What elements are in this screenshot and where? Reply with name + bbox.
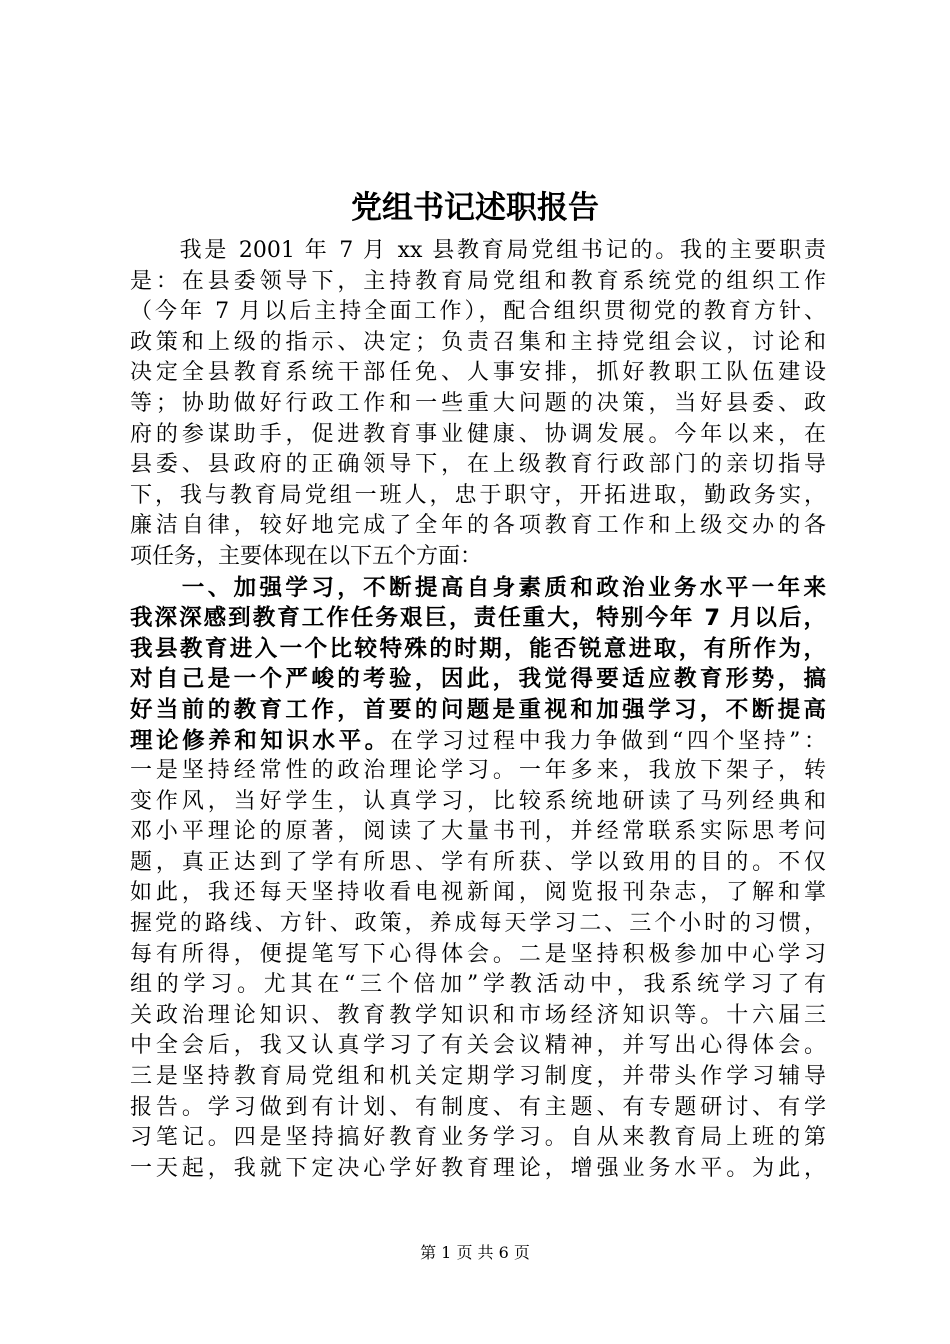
body-line: 邓小平理论的原著，阅读了大量书刊，并经常联系实际思考问 [130,819,826,845]
body-line: 握党的路线、方针、政策，养成每天学习二、三个小时的习惯， [130,911,826,937]
document-title: 党组书记述职报告 [351,190,599,226]
body-line: 报告。学习做到有计划、有制度、有主题、有专题研讨、有学 [130,1094,826,1120]
body-line: 县委、县政府的正确领导下，在上级教育行政部门的亲切指导 [130,452,826,478]
body-line: 政策和上级的指示、决定；负责召集和主持党组会议，讨论和 [130,329,826,355]
body-line: 中全会后，我又认真学习了有关会议精神，并写出心得体会。 [130,1033,826,1059]
body-line: 习笔记。四是坚持搞好教育业务学习。自从来教育局上班的第 [130,1125,826,1151]
page-number-footer: 第 1 页 共 6 页 [420,1243,530,1262]
body-line: 如此，我还每天坚持收看电视新闻，阅览报刊杂志，了解和掌 [130,880,826,906]
section-heading-line: 我深深感到教育工作任务艰巨，责任重大，特别今年 7 月以后， [130,605,826,632]
section-heading-end: 理论修养和知识水平。 [130,727,391,754]
body-line: 下，我与教育局党组一班人，忠于职守，开拓进取，勤政务实， [130,482,826,508]
mixed-line [130,726,826,757]
section-heading-line: 好当前的教育工作，首要的问题是重视和加强学习，不断提高 [130,696,826,723]
body-line: 变作风，当好学生，认真学习，比较系统地研读了马列经典和 [130,788,826,814]
body-line: 一天起，我就下定决心学好教育理论，增强业务水平。为此， [130,1155,826,1181]
body-line: 是：在县委领导下，主持教育局党组和教育系统党的组织工作 [130,268,826,294]
section-heading-line: 一、加强学习，不断提高自身素质和政治业务水平一年来 [130,574,826,601]
body-text-run: 在学习过程中我力争做到“四个坚持”： [390,728,826,754]
body-line: 项任务，主要体现在以下五个方面： [130,543,483,569]
document-body [130,236,826,1184]
body-line: 廉洁自律，较好地完成了全年的各项教育工作和上级交办的各 [130,513,826,539]
section-heading-line: 我县教育进入一个比较特殊的时期，能否锐意进取，有所作为， [130,635,826,662]
body-line: 关政治理论知识、教育教学知识和市场经济知识等。十六届三 [130,1002,826,1028]
body-line: 一是坚持经常性的政治理论学习。一年多来，我放下架子，转 [130,758,826,784]
section-heading-line: 对自己是一个严峻的考验，因此，我觉得要适应教育形势，搞 [130,666,826,693]
body-line: 每有所得，便提笔写下心得体会。二是坚持积极参加中心学习 [130,941,826,967]
body-line: 我是 2001 年 7 月 xx 县教育局党组书记的。我的主要职责 [130,238,826,263]
body-line: 三是坚持教育局党组和机关定期学习制度，并带头作学习辅导 [130,1064,826,1090]
body-line: （今年 7 月以后主持全面工作），配合组织贯彻党的教育方针、 [130,299,826,325]
body-line: 府的参谋助手，促进教育事业健康、协调发展。今年以来，在 [130,421,826,447]
body-line: 题，真正达到了学有所思、学有所获、学以致用的目的。不仅 [130,849,826,875]
body-line: 决定全县教育系统干部任免、人事安排，抓好教职工队伍建设 [130,360,826,386]
body-line: 等；协助做好行政工作和一些重大问题的决策，当好县委、政 [130,390,826,416]
body-line: 组的学习。尤其在“三个倍加”学教活动中，我系统学习了有 [130,972,826,998]
